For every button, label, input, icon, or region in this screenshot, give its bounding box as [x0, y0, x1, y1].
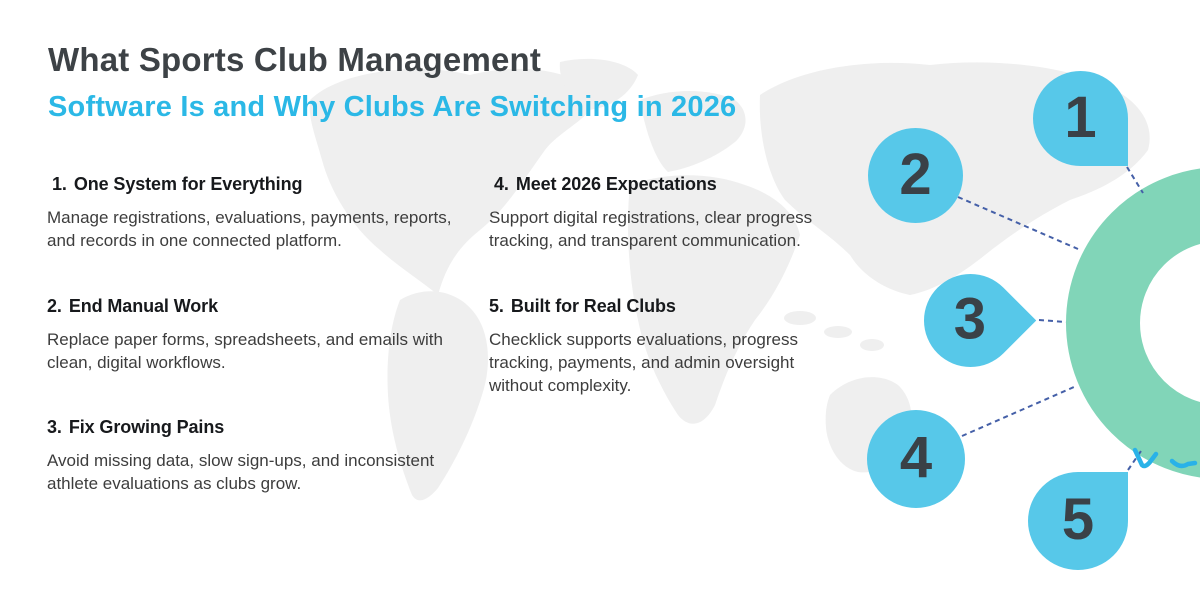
section-end-manual-work [47, 296, 452, 374]
section-number: 4. [494, 174, 509, 194]
page-title: What Sports Club Management [48, 41, 542, 78]
section-heading-text: Built for Real Clubs [510, 296, 676, 316]
section-number: 5. [489, 296, 504, 316]
step-badge-label: 3 [954, 286, 987, 352]
page-subtitle: Software Is and Why Clubs Are Switching in 2026 [48, 90, 737, 123]
section-heading-text: End Manual Work [68, 296, 218, 316]
section-heading [489, 296, 849, 318]
section-heading-text: Meet 2026 Expectations [515, 174, 717, 194]
section-heading-text: One System for Everything [73, 174, 303, 194]
section-built-for-real-clubs [489, 296, 849, 397]
section-heading [47, 174, 452, 196]
section-meet-expectations [489, 174, 874, 252]
section-number: 1. [52, 174, 67, 194]
step-badge-label: 2 [899, 141, 932, 207]
step-badge-1 [1033, 71, 1128, 166]
section-heading [47, 296, 452, 318]
section-body: Manage registrations, evaluations, payments, reports, and records in one connected platform. [47, 207, 452, 250]
section-one-system [47, 174, 452, 252]
section-number: 3. [47, 417, 62, 437]
section-fix-growing-pains [47, 417, 452, 495]
step-badge-4 [867, 410, 965, 508]
section-heading [47, 417, 452, 439]
step-badge-2 [868, 128, 963, 223]
step-badge-label: 1 [1064, 84, 1097, 150]
section-body: Replace paper forms, spreadsheets, and emails with clean, digital workflows. [47, 329, 443, 372]
step-badge-label: 5 [1061, 487, 1095, 552]
section-body: Avoid missing data, slow sign-ups, and inconsistent athlete evaluations as clubs grow. [47, 450, 435, 493]
section-heading-text: Fix Growing Pains [68, 417, 225, 437]
step-badge-5 [1028, 472, 1128, 570]
section-body: Checklick supports evaluations, progress tracking, payments, and admin oversight without complexity. [489, 329, 798, 395]
section-number: 2. [47, 296, 62, 316]
step-badge-label: 4 [899, 425, 933, 490]
title-block [48, 42, 736, 124]
section-body: Support digital registrations, clear progress tracking, and transparent communication. [489, 207, 813, 250]
section-heading [489, 174, 874, 196]
